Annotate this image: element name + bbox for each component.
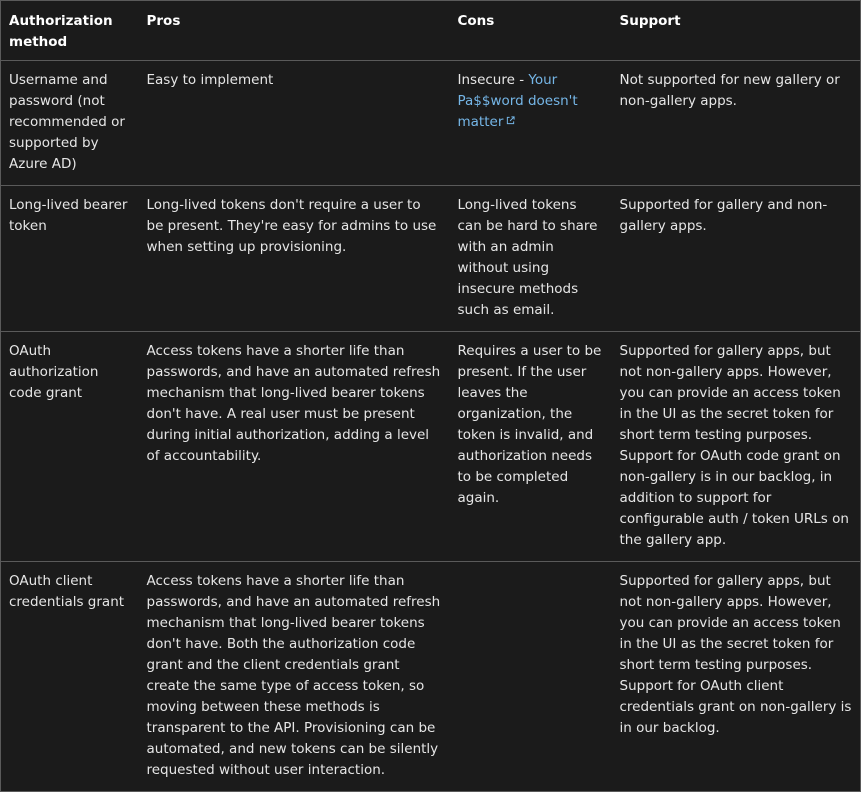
cell-pros: Long-lived tokens don't require a user to be present. They're easy for admins to use when setting up provisioning. bbox=[139, 186, 450, 332]
table-row bbox=[1, 61, 861, 186]
header-pros: Pros bbox=[139, 1, 450, 61]
cell-pros: Easy to implement bbox=[139, 61, 450, 186]
header-authorization-method: Authorization method bbox=[1, 1, 139, 61]
cell-method: Username and password (not recommended or supported by Azure AD) bbox=[1, 61, 139, 186]
cell-method: OAuth authorization code grant bbox=[1, 332, 139, 562]
cell-support: Supported for gallery apps, but not non-gallery apps. However, you can provide an access token in the UI as the secret token for short term testing purposes. Support for OAuth code grant on non-gallery is in our backlog, in addition to support for configurable auth / token URLs on the gallery app. bbox=[612, 332, 861, 562]
cell-cons bbox=[450, 61, 612, 186]
cell-support: Supported for gallery and non-gallery apps. bbox=[612, 186, 861, 332]
cell-cons: Requires a user to be present. If the user leaves the organization, the token is invalid, and authorization needs to be completed again. bbox=[450, 332, 612, 562]
header-support: Support bbox=[612, 1, 861, 61]
cell-pros: Access tokens have a shorter life than passwords, and have an automated refresh mechanism that long-lived bearer tokens don't have. A real user must be present during initial authorization, adding a level of accountability. bbox=[139, 332, 450, 562]
header-cons: Cons bbox=[450, 1, 612, 61]
table-header-row bbox=[1, 1, 861, 61]
cell-method: Long-lived bearer token bbox=[1, 186, 139, 332]
table-row bbox=[1, 186, 861, 332]
table-row bbox=[1, 332, 861, 562]
cell-support: Not supported for new gallery or non-gallery apps. bbox=[612, 61, 861, 186]
cons-prefix-text: Insecure - bbox=[457, 72, 529, 88]
cell-cons: Long-lived tokens can be hard to share with an admin without using insecure methods such as email. bbox=[450, 186, 612, 332]
external-link-icon bbox=[506, 116, 515, 125]
cell-cons bbox=[450, 562, 612, 792]
cell-method: OAuth client credentials grant bbox=[1, 562, 139, 792]
cell-support: Supported for gallery apps, but not non-gallery apps. However, you can provide an access token in the UI as the secret token for short term testing purposes. Support for OAuth client credentials grant on non-gallery is in our backlog. bbox=[612, 562, 861, 792]
link-text[interactable]: Your Pa$$word doesn't matter bbox=[457, 72, 578, 130]
table-row bbox=[1, 562, 861, 792]
cell-pros: Access tokens have a shorter life than passwords, and have an automated refresh mechanism that long-lived bearer tokens don't have. Both the authorization code grant and the client credentials grant create the same type of access token, so moving between these methods is transparent to the API. Provisioning can be automated, and new tokens can be silently requested without user interaction. bbox=[139, 562, 450, 792]
